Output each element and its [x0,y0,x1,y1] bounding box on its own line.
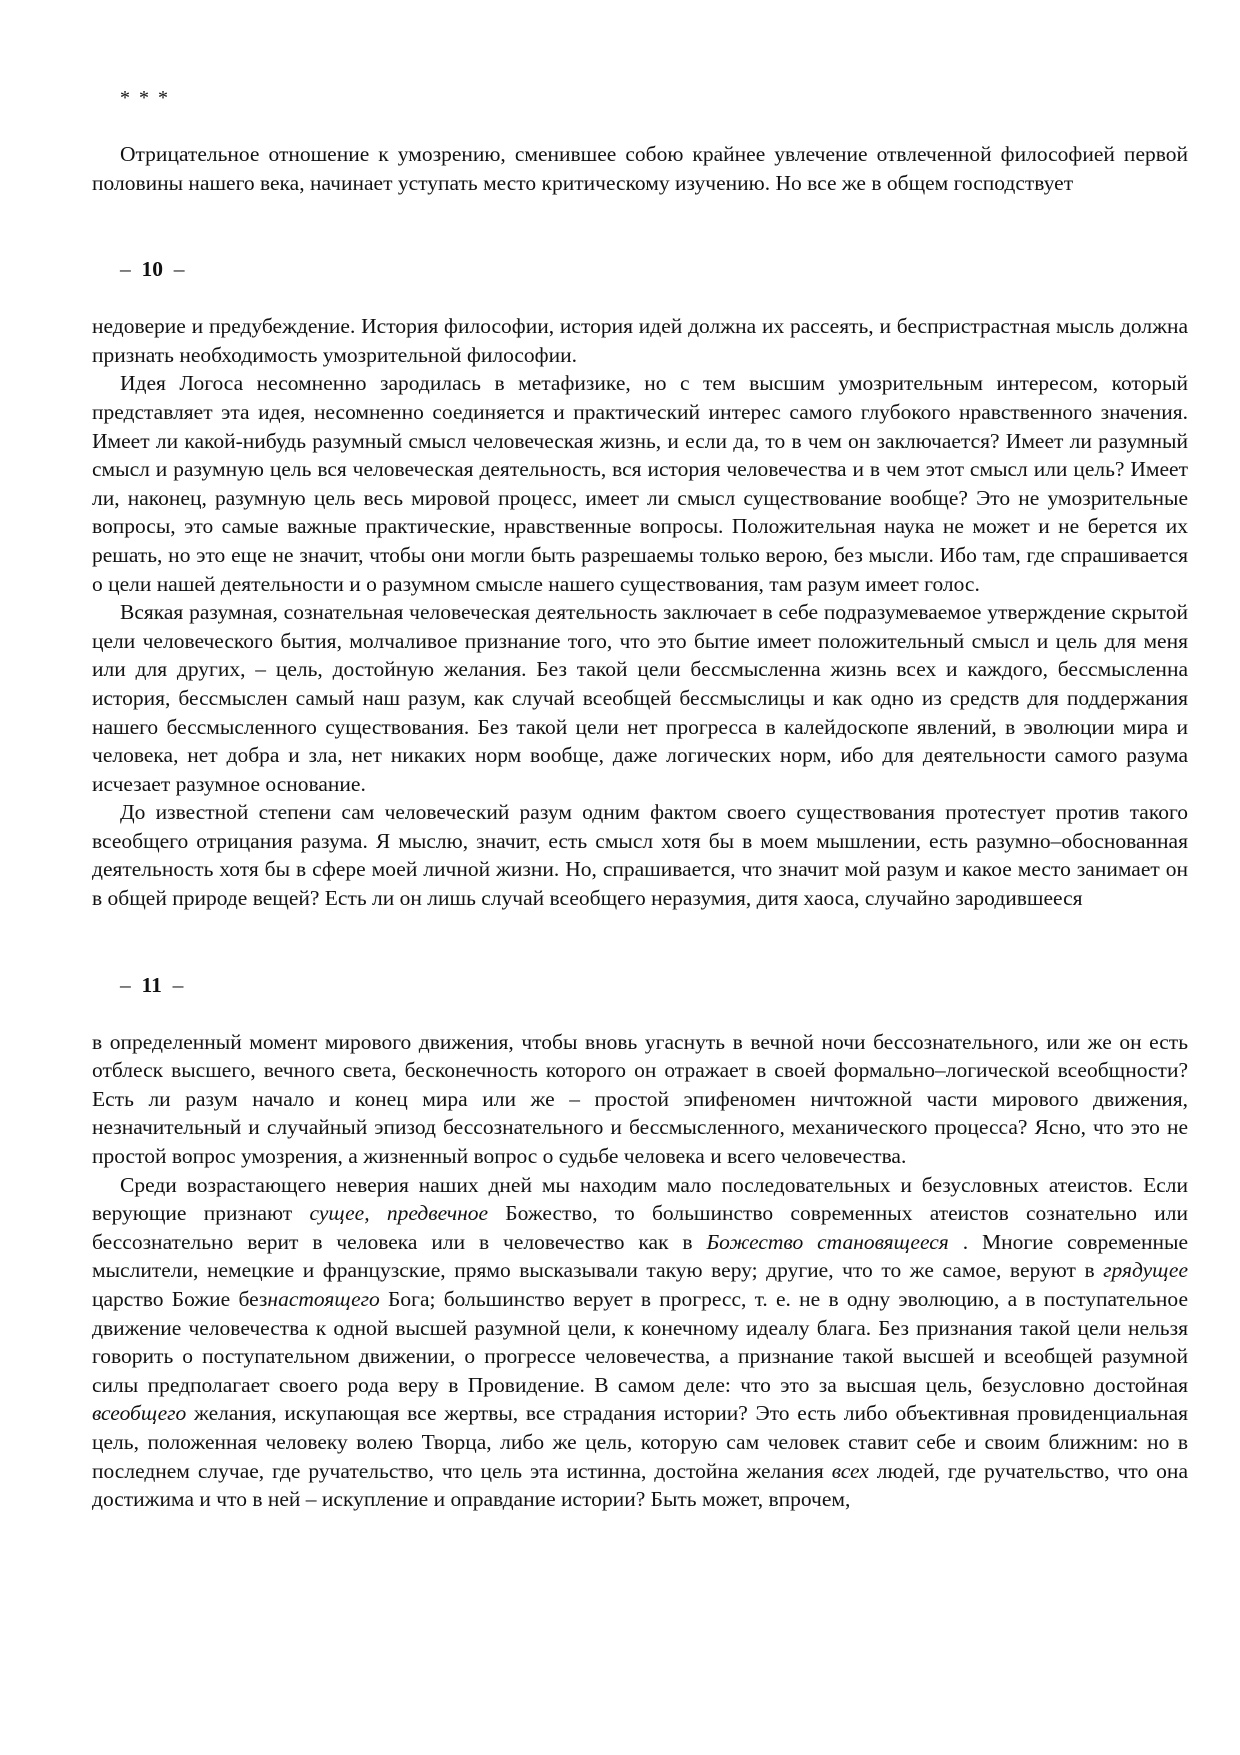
italic-run: сущее, предвечное [309,1201,489,1226]
italic-run: всех [831,1458,869,1483]
page-10-body [92,312,1188,912]
text-run: Среди возрастающего неверия наших дней мы находим мало последовательных и безусловных атеистов. Если верующие признают [92,1172,1188,1226]
italic-run: грядущее [1103,1258,1188,1283]
page-number-dash-right: – [173,257,185,282]
paragraph: До известной степени сам человеческий разум одним фактом своего существования протестует против такого всеобщего отрицания разума. Я мыслю, значит, есть смысл хотя бы в моем мышлении, есть разумно–обоснованная деятельность хотя бы в сфере моей личной жизни. Но, спрашивается, что значит мой разум и какое место занимает он в общей природе вещей? Есть ли он лишь случай всеобщего неразумия, дитя хаоса, случайно зародившееся [92,800,1188,911]
text-run: . Многие современные мыслители, немецкие и французские, прямо высказывали такую веру; другие, что то же самое, веруют в [92,1229,1188,1283]
page-number-dash-right: – [172,972,184,997]
page-number-value: 11 [141,972,162,997]
paragraph-continuation: в определенный момент мирового движения, чтобы вновь угаснуть в вечной ночи бессознательного, или же он есть отблеск высшего, вечного света, бесконечность которого он отражает в своей формально–логической всеобщности? Есть ли разум начало и конец мира или же – простой эпифеномен ничтожной части мирового движения, незначительный и случайный эпизод бессознательного и бессмысленного, механического процесса? Ясно, что это не простой вопрос умозрения, а жизненный вопрос о судьбе человека и всего человечества. [92,1029,1188,1169]
text-run: Бога; большинство верует в прогресс, т. е. не в одну эволюцию, а в поступательное движение человечества к одной высшей разумной цели, к конечному идеалу блага. Без признания такой цели нельзя говорить о поступательном движении, о прогрессе человечества, а признание такой высшей и всеобщей разумной силы предполагает своего рода веру в Провидение. В самом деле: что это за высшая цель, безусловно достойная [92,1287,1188,1397]
paragraph-mixed [92,1171,1188,1514]
paragraph: Идея Логоса несомненно зародилась в метафизике, но с тем высшим умозрительным интересом, который представляет эта идея, несомненно соединяется и практический интерес самого глубокого нравственного значения. Имеет ли какой-нибудь разумный смысл человеческая жизнь, и если да, то в чем он заключается? Имеет ли разумный смысл и разумную цель вся человеческая деятельность, вся история человечества и в чем этот смысл или цель? Имеет ли, наконец, разумную цель весь мировой процесс, имеет ли смысл существование вообще? Это не умозрительные вопросы, это самые важные практические, нравственные вопросы. Положительная наука не может и не берется их решать, но это еще не значит, чтобы они могли быть разрешаемы только верою, без мысли. Ибо там, где спрашивается о цели нашей деятельности и о разумном смысле нашего существования, там разум имеет голос. [92,371,1188,596]
text-run: царство Божие без [92,1287,268,1311]
page-number-dash-left: – [120,972,131,997]
page-11-body [92,1028,1188,1514]
text-run: желания, искупающая все жертвы, все страдания истории? Это есть либо объективная провиденциальная цель, положенная человеку волею Творца, либо же цель, которую сам человек ставит себе и своим ближним: но в последнем случае, где ручательство, что цель эта истинна, достойна желания [92,1401,1188,1483]
italic-run: Божество становящееся [706,1229,949,1254]
page-number-value: 10 [141,257,163,282]
page-number-11 [120,971,1240,999]
intro-paragraph: Отрицательное отношение к умозрению, сменившее собою крайнее увлечение отвлеченной философией первой половины нашего века, начинает уступать место критическому изучению. Но все же в общем господствует [92,142,1188,195]
paragraph: Всякая разумная, сознательная человеческая деятельность заключает в себе подразумеваемое утверждение скрытой цели человеческого бытия, молчаливое признание того, что это бытие имеет положительный смысл и цель для меня или для других, – цель, достойную желания. Без такой цели бессмысленна жизнь всех и каждого, бессмысленна история, бессмыслен самый наш разум, как случай всеобщей бессмыслицы и как одно из средств для поддержания нашего бессмысленного существования. Без такой цели нет прогресса в калейдоскопе явлений, в эволюции мира и человека, нет добра и зла, нет никаких норм вообще, даже логических норм, ибо для деятельности самого разума исчезает разумное основание. [92,600,1188,796]
intro-block [92,140,1188,197]
italic-run: настоящего [267,1287,380,1311]
section-separator: * * * [120,87,170,109]
page-number-10 [120,255,1240,283]
page-number-dash-left: – [120,257,131,282]
text-run: Божество, то большинство современных атеистов сознательно или бессознательно верит в человека или в человечество как в [92,1201,1188,1254]
text-run: людей, где ручательство, что она достижима и что в ней – искупление и оправдание истории? Быть может, впрочем, [92,1458,1188,1512]
paragraph-continuation: недоверие и предубеждение. История философии, история идей должна их рассеять, и беспристрастная мысль должна признать необходимость умозрительной философии. [92,314,1188,367]
italic-run: всеобщего [92,1401,187,1426]
